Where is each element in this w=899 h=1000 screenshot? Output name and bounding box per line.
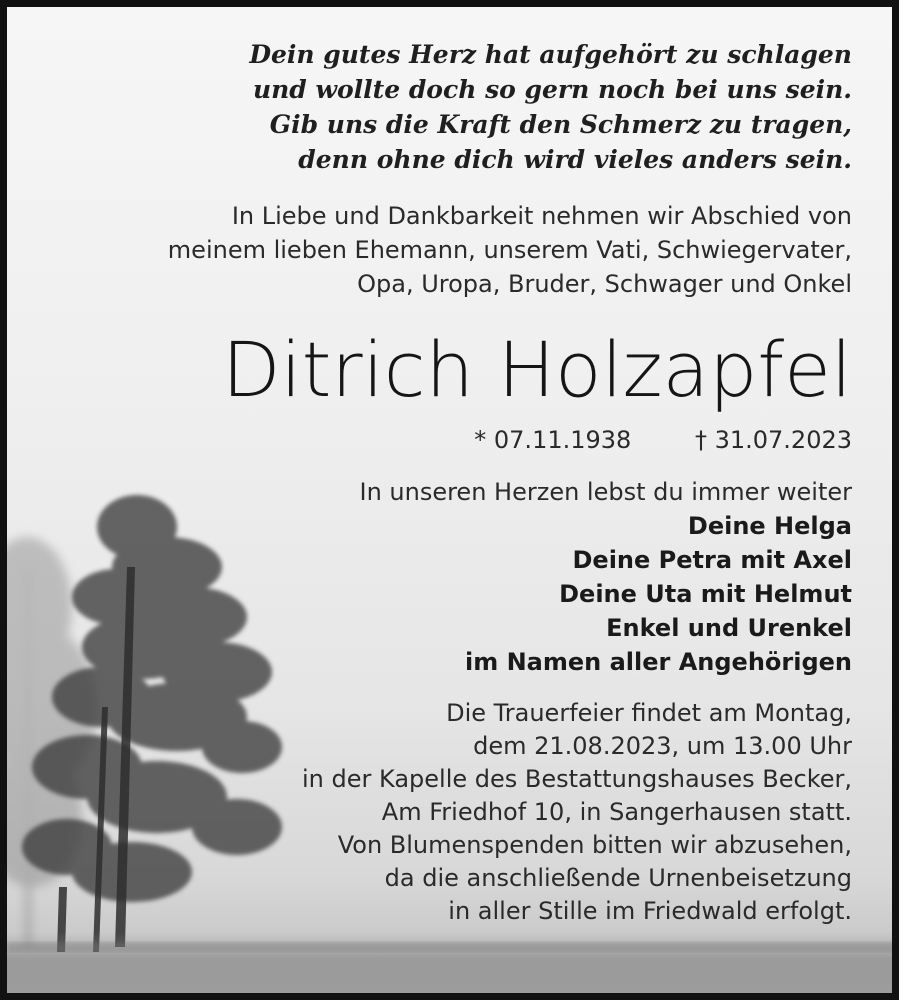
- service-line: da die anschließende Urnenbeisetzung: [384, 864, 852, 892]
- poem-line: Dein gutes Herz hat aufgehört zu schlagen: [249, 40, 852, 69]
- service-line: in der Kapelle des Bestattungshauses Becker,: [302, 765, 852, 793]
- life-dates: [52, 425, 852, 455]
- service-line: Am Friedhof 10, in Sangerhausen statt.: [381, 798, 852, 826]
- mourner: Enkel und Urenkel: [606, 614, 852, 642]
- farewell-intro: [52, 199, 852, 301]
- intro-line: In Liebe und Dankbarkeit nehmen wir Abschied von: [231, 202, 852, 230]
- birth-date: * 07.11.1938: [474, 426, 632, 454]
- service-line: dem 21.08.2023, um 13.00 Uhr: [473, 732, 852, 760]
- intro-line: meinem lieben Ehemann, unserem Vati, Schwiegervater,: [167, 236, 852, 264]
- death-date: † 31.07.2023: [694, 426, 852, 454]
- intro-line: Opa, Uropa, Bruder, Schwager und Onkel: [357, 270, 852, 298]
- mourner: Deine Uta mit Helmut: [559, 580, 852, 608]
- service-line: Von Blumenspenden bitten wir abzusehen,: [337, 831, 852, 859]
- memorial-poem: [52, 37, 852, 177]
- mourner: Deine Helga: [687, 512, 852, 540]
- notice-content: [52, 37, 852, 928]
- tagline: In unseren Herzen lebst du immer weiter: [359, 478, 852, 506]
- mourner: Deine Petra mit Axel: [572, 546, 852, 574]
- funeral-service-info: [52, 697, 852, 928]
- poem-line: und wollte doch so gern noch bei uns sein.: [252, 75, 852, 104]
- poem-line: denn ohne dich wird vieles anders sein.: [298, 145, 852, 174]
- service-line: Die Trauerfeier findet am Montag,: [446, 699, 852, 727]
- poem-line: Gib uns die Kraft den Schmerz zu tragen,: [269, 110, 852, 139]
- mourner: im Namen aller Angehörigen: [464, 648, 852, 676]
- deceased-name: Ditrich Holzapfel: [221, 325, 852, 414]
- service-line: in aller Stille im Friedwald erfolgt.: [448, 897, 852, 925]
- mourners-list: [52, 509, 852, 679]
